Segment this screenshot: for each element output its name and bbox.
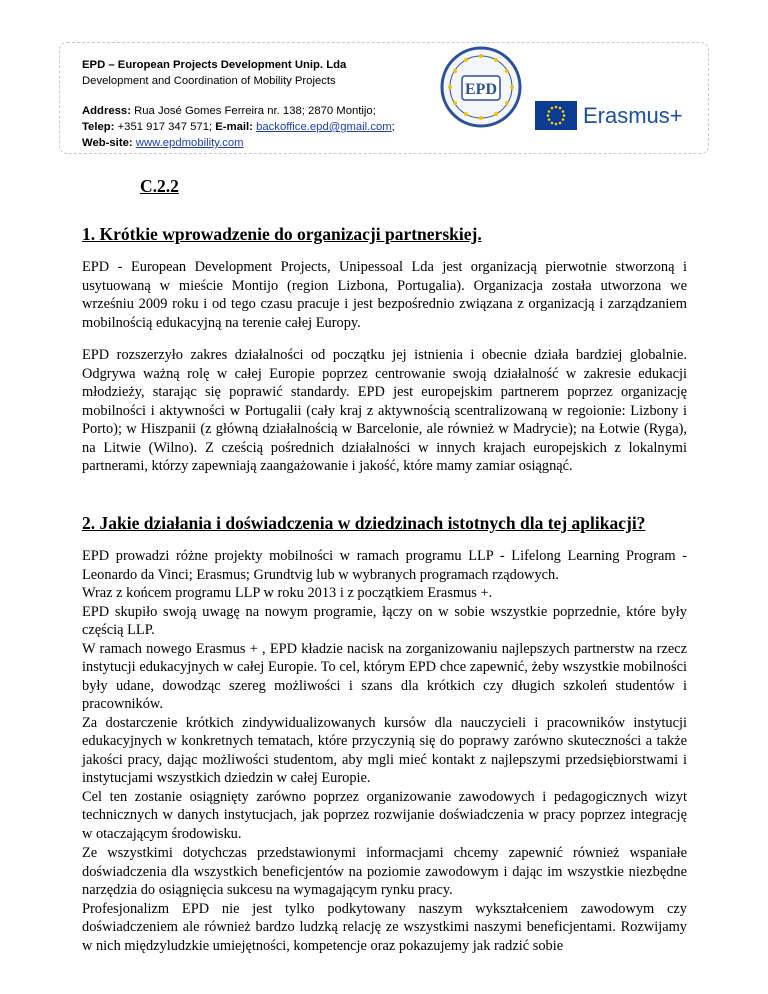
address-value: Rua José Gomes Ferreira nr. 138; 2870 Montijo; (134, 105, 376, 117)
erasmus-label: Erasmus+ (583, 103, 683, 128)
address-line (82, 103, 395, 119)
section-1-paragraph-1: EPD - European Development Projects, Unipessoal Lda jest organizacją pierwotnie stworzoną i usytuowaną w mieście Montijo (region Lizbona, Portugalia). Organizacja została utworzona we wrześniu 2009 roku i od tego czasu pracuje i jest bezpośrednio związana z organizacją i zarządzaniem mobilnością edukacyjną na terenie całej Europy. (82, 259, 687, 331)
web-line (82, 135, 395, 151)
document-code: C.2.2 (140, 176, 179, 196)
section-1-paragraph-2: EPD rozszerzyło zakres działalności od początku jej istnienia i obecnie działa bardziej globalnie. Odgrywa ważną rolę w całej Europie poprzez centrowanie swoją działalność w zakresie edukacji młodzieży, starając się poprawić standardy. EPD jest europejskim partnerem poprzez organizację mobilności i aktywności w Portugalii (cały kraj z aktywnością scentralizowaną w regoionie: Lizbony i Porto); w Hiszpanii (z główną działalnością w Barcelonie, ale również w Madrycie); na Łotwie (Ryga), na Litwie (Wilno). Z cześcią pośrednich działalności w innych krajach europejskich z lokalnymi partnerami, którzy zapewniają zaangażowanie i jakość, które mamy zamiar osiągnąć. (82, 347, 687, 474)
section-2-heading: 2. Jakie działania i doświadczenia w dziedzinach istotnych dla tej aplikacji? (82, 513, 646, 533)
org-subtitle: Development and Coordination of Mobility Projects (82, 75, 336, 87)
section-1-heading: 1. Krótkie wprowadzenie do organizacji partnerskiej. (82, 224, 482, 244)
section-2-paragraph-1: EPD prowadzi różne projekty mobilności w ramach programu LLP - Lifelong Learning Program - Leonardo da Vinci; Erasmus; Grundtvig lub w wybranych programach rządowych. Wraz z końcem programu LLP w roku 2013 i z początkiem Erasmus +. EPD skupiło swoją uwagę na nowym programie, łączy on w sobie wszystkie poprzednie, które były częścią LLP. W ramach nowego Erasmus + , EPD kładzie nacisk na zorganizowaniu najlepszych partnerstw na rzecz instytucji edukacyjnych w całej Europie. To cel, którym EPD chce zapewnić, żeby wszystkie mobilności były udane, dowodząc szereg możliwości i szans dla krótkich czy długich szkoleń studentów i pracowników. Za dostarczenie krótkich zindywidualizowanych kursów dla nauczycieli i pracowników instytucji edukacyjnych w konkretnych tematach, które przyczynią się do poprawy zarówno skuteczności a także jakości pracy, dając możliwości studentom, aby mgli mieć kontakt z najlepszymi przedsiębiorstwami i instytucjami wszystkich dziedzin w całej Europie. Cel ten zostanie osiągnięty zarówno poprzez organizowanie zawodowych i pedagogicznych wizyt technicznych w danych instytucjach, jak poprzez rozwijanie doświadczenia w pracy poprzez integrację w otaczającym środowisku. (82, 548, 687, 842)
email-suffix: ; (391, 121, 395, 133)
web-label: Web-site: (82, 137, 133, 149)
letterhead-contact (82, 57, 395, 151)
eu-flag-icon (535, 101, 577, 130)
logo-text: EPD (465, 81, 497, 98)
erasmus-logo (535, 100, 685, 134)
telep-value: +351 917 347 571; (117, 121, 213, 133)
telep-label: Telep: (82, 121, 115, 133)
email-label: E-mail: (215, 121, 253, 133)
address-label: Address: (82, 105, 131, 117)
email-link[interactable]: backoffice.epd@gmail.com (256, 121, 392, 133)
contact-line (82, 119, 395, 135)
epd-logo (440, 46, 522, 128)
section-2-paragraph-2: Ze wszystkimi dotychczas przedstawionymi informacjami chcemy zapewnić również wspaniałe doświadczenia dla wszystkich beneficjentów na poziomie zawodowym i dając im wszystkie niezbędne narzędzia do osiągnięcia sukcesu na wymagającym rynku pracy. Profesjonalizm EPD nie jest tylko podkytowany naszym wykształceniem zawodowym czy doświadczeniem ale również bardzo ludzką relację ze wszystkimi naszymi beneficjentami. Rozwijamy w nich międzyludzkie umiejętności, kompetencje oraz pokazujemy jak radzić sobie (82, 845, 687, 954)
org-name: EPD – European Projects Development Unip. Lda (82, 59, 347, 71)
website-link[interactable]: www.epdmobility.com (135, 137, 244, 149)
